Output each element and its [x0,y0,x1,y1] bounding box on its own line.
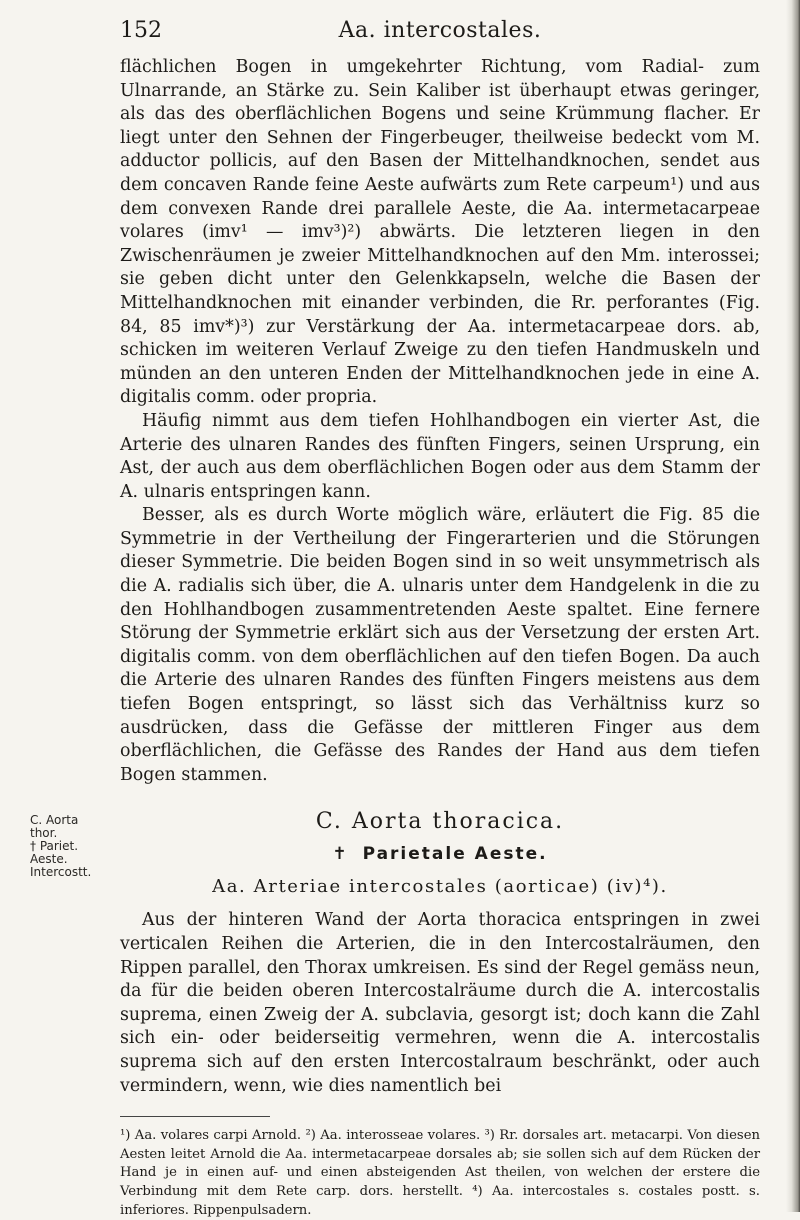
book-spine-edge [786,0,800,1212]
margin-note-line: Intercostt. [30,865,92,879]
main-text [120,56,760,1220]
section-title: C. Aorta thoracica. [315,809,565,835]
margin-note-line: thor. [30,826,58,840]
section-paragraph: Aus der hinteren Wand der Aorta thoracica entspringen in zwei verticalen Reihen die Arterien, die in den Intercostalräumen, den Rippen parallel, den Thorax umkreisen. Es sind der Regel gemäss neun, da für die beiden oberen Intercostalräume durch die A. intercostalis suprema, einen Zweig der A. subclavia, gesorgt ist; doch kann die Zahl sich ein- oder beiderseitig vermehren, wenn die A. intercostalis suprema sich auf den ersten Intercostalraum beschränkt, oder auch vermindern, wenn, wie dies namentlich bei [120,910,760,1096]
margin-note-line: Aeste. [30,852,68,866]
page-number: 152 [120,18,162,43]
paragraph-1: flächlichen Bogen in umgekehrter Richtung, vom Radial- zum Ulnarrande, an Stärke zu. Sein Kaliber ist überhaupt etwas geringer, als das des oberflächlichen Bogens und seine Krümmung flacher. Er liegt unter den Sehnen der Fingerbeuger, theilweise bedeckt vom M. adductor pollicis, auf den Basen der Mittelhandknochen, sendet aus dem concaven Rande feine Aeste aufwärts zum Rete carpeum¹) und aus dem convexen Rande drei parallele Aeste, die Aa. intermetacarpeae volares (imv¹ — imv³)²) abwärts. Die letzteren liegen in den Zwischenräumen je zweier Mittelhandknochen auf den Mm. interossei; sie geben dicht unter den Gelenkkapseln, welche die Basen der Mittelhandknochen mit einander verbinden, die Rr. perforantes (Fig. 84, 85 imv*)³) zur Verstärkung der Aa. intermetacarpeae dors. ab, schicken im weiteren Verlauf Zweige zu den tiefen Handmuskeln und münden an den unteren Enden der Mittelhandknochen jede in eine A. digitalis comm. oder propria. [120,57,760,408]
section-subtitle [120,844,760,864]
section-subsubtitle: Aa. Arteriae intercostales (aorticae) (iv)⁴). [212,876,668,898]
footnote-rule [120,1116,270,1117]
running-title: Aa. intercostales. [338,18,542,43]
margin-note-line: † Pariet. [30,839,79,853]
paragraph-3: Besser, als es durch Worte möglich wäre, erläutert die Fig. 85 die Symmetrie in der Vertheilung der Fingerarterien und die Störungen dieser Symmetrie. Die beiden Bogen sind in so weit unsymmetrisch als die A. radialis sich über, die A. ulnaris unter dem Handgelenk in die zu den Hohlhandbogen zusammentretenden Aeste spaltet. Eine fernere Störung der Symmetrie erklärt sich aus der Versetzung der ersten Art. digitalis comm. von dem oberflächlichen auf den tiefen Bogen. Da auch die Arterie des ulnaren Randes des fünften Fingers meistens aus dem tiefen Bogen entspringt, so lässt sich das Verhältniss kurz so ausdrücken, dass die Gefässe der mittleren Finger aus dem oberflächlichen, die Gefässe des Randes der Hand aus dem tiefen Bogen stammen. [120,505,760,785]
margin-notes [30,814,110,879]
subtitle-text: Parietale Aeste. [362,844,548,865]
margin-note-line: C. Aorta [30,813,79,827]
paragraph-2: Häufig nimmt aus dem tiefen Hohlhandbogen ein vierter Ast, die Arterie des ulnaren Randes des fünften Fingers, seinen Ursprung, ein Ast, der auch aus dem oberflächlichen Bogen oder aus dem Stamm der A. ulnaris entspringen kann. [120,410,760,502]
cross-mark: ✝ [332,844,349,865]
page-header [120,10,760,50]
footnotes: ¹) Aa. volares carpi Arnold. ²) Aa. interosseae volares. ³) Rr. dorsales art. metacarpi. Von diesen Aesten leitet Arnold die Aa. intermetacarpeae dorsales ab; sie sollen sich auf dem Rücken der Hand je in einen auf- und einen absteigenden Ast theilen, von welchen der erstere die Verbindung mit dem Rete carp. dors. herstellt. ⁴) Aa. intercostales s. costales postt. s. inferiores. Rippenpulsadern. [120,1128,760,1218]
